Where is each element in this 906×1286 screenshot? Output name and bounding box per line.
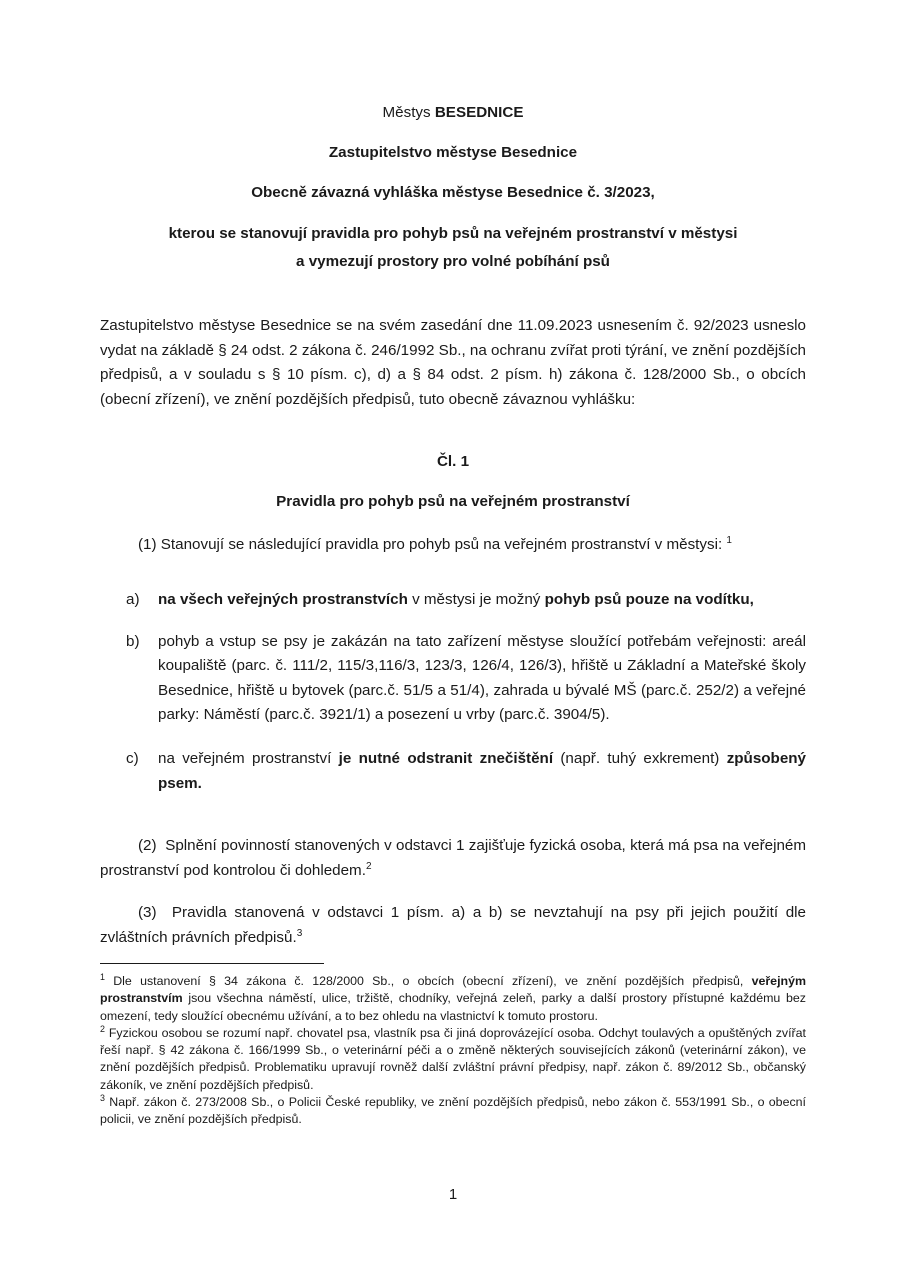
paragraph-1-text: Stanovují se následující pravidla pro pohyb psů na veřejném prostranství v městysi:: [160, 536, 723, 554]
list-item: [100, 588, 806, 613]
footnote-3-ref: 3: [100, 1092, 105, 1103]
title-subject-part1: kterou se stanovují pravidla pro pohyb psů na veřejném prostranství v městysi: [168, 225, 738, 242]
footnote-3: [100, 1094, 806, 1129]
title-subject-part2: a vymezují prostory pro volné pobíhání psů: [296, 253, 610, 270]
list-item-segment: v městysi je možný: [407, 590, 545, 608]
title-municipality-name: BESEDNICE: [434, 104, 524, 121]
footnote-2-ref: 2: [100, 1023, 105, 1034]
article-title-heading: Pravidla pro pohyb psů na veřejném prostranství: [276, 493, 630, 511]
document-title-block: [100, 0, 806, 276]
footnote-1: [100, 973, 806, 1025]
title-municipality-prefix: Městys: [382, 104, 435, 121]
list-item-segment: pohyb a vstup se psy je zakázán na tato zařízení městyse sloužící potřebám veřejnosti: areál koupaliště (parc. č. 111/2, 115/3,116/3, 123/3, 126/4, 126/3), hřiště u Základní a Mateřské školy Besednice, hřiště u bytovek (parc.č. 51/5 a 51/4), zahrada u bývalé MŠ (parc.č. 252/2) a veřejné parky: Náměstí (parc.č. 3921/1) a posezení u vrby (parc.č. 3904/5).: [158, 632, 806, 724]
article-number-heading: Čl. 1: [436, 453, 470, 471]
list-item-segment: (např. tuhý exkrement): [553, 749, 727, 767]
footnote-1-segment: jsou všechna náměstí, ulice, tržiště, chodníky, veřejná zeleň, parky a další prostory přístupné každému bez omezení, tedy sloužící obecnému užívání, a to bez ohledu na vlastnictví k tomuto prostoru.: [100, 991, 806, 1023]
paragraph-1-footnote-ref: 1: [726, 535, 732, 547]
paragraph-2-marker: (2): [138, 837, 157, 855]
title-line-council: Zastupitelstvo městyse Besednice: [328, 144, 578, 161]
page-content: [100, 0, 806, 951]
list-item-segment: na veřejném prostranství: [158, 749, 339, 767]
footnote-2-segment: Fyzickou osobou se rozumí např. chovatel psa, vlastník psa či jiná doprovázející osoba. Odchyt toulavých a opuštěných zvířat řeší např. § 42 zákona č. 166/1999 Sb., o veterinární péči a o změně některých souvisejících zákonů (veterinární zákon), ve znění pozdějších předpisů. Problematiku upravují rovněž další zvláštní právní předpisy, např. zákon č. 89/2012 Sb., občanský zákoník, ve znění pozdějších předpisů.: [100, 1025, 806, 1092]
footnote-1-segment: veřejným prostranstvím: [100, 974, 806, 1006]
rules-letter-list: [100, 588, 806, 796]
footnotes-block: [100, 963, 806, 1129]
footnote-2: [100, 1025, 806, 1094]
list-item-marker: c): [126, 749, 139, 767]
list-item: [100, 747, 806, 796]
paragraph-2: [100, 834, 806, 883]
paragraph-3-marker: (3): [138, 904, 157, 922]
page-number: 1: [448, 1186, 458, 1203]
footnote-1-ref: 1: [100, 971, 105, 982]
paragraph-1: [100, 533, 806, 558]
footnote-3-segment: Např. zákon č. 273/2008 Sb., o Policii České republiky, ve znění pozdějších předpisů, nebo zákon č. 553/1991 Sb., o obecní policii, ve znění pozdějších předpisů.: [100, 1095, 806, 1127]
list-item-segment: je nutné odstranit znečištění: [338, 749, 554, 767]
list-item-text: [158, 630, 806, 728]
list-item-marker: a): [126, 590, 140, 608]
title-line-subject: [100, 220, 806, 276]
list-item-segment: pohyb psů pouze na vodítku,: [544, 590, 754, 608]
paragraph-3-footnote-ref: 3: [296, 927, 303, 939]
paragraph-2-text: Splnění povinností stanovených v odstavci 1 zajišťuje fyzická osoba, která má psa na veřejném prostranství pod kontrolou či dohledem.: [100, 837, 806, 879]
list-item: [100, 630, 806, 728]
list-item-marker: b): [126, 632, 140, 650]
list-item-text: [158, 747, 806, 796]
footnote-separator-rule: [100, 963, 324, 964]
list-item-segment: na všech veřejných prostranstvích: [158, 590, 408, 608]
paragraph-3-text: Pravidla stanovená v odstavci 1 písm. a) a b) se nevztahují na psy při jejich použití dle zvláštních právních předpisů.: [100, 904, 806, 946]
paragraph-1-marker: (1): [138, 536, 157, 554]
paragraph-2-footnote-ref: 2: [365, 860, 372, 872]
footnote-1-segment: Dle ustanovení § 34 zákona č. 128/2000 Sb., o obcích (obecní zřízení), ve znění pozdějších předpisů,: [104, 974, 752, 988]
title-line-municipality: [100, 97, 806, 128]
title-line-decree: Obecně závazná vyhláška městyse Besednice č. 3/2023,: [251, 184, 655, 201]
preamble-paragraph: Zastupitelstvo městyse Besednice se na svém zasedání dne 11.09.2023 usnesením č. 92/2023 usneslo vydat na základě § 24 odst. 2 zákona č. 246/1992 Sb., na ochranu zvířat proti týrání, ve znění pozdějších předpisů, a v souladu s § 10 písm. c), d) a § 84 odst. 2 písm. h) zákona č. 128/2000 Sb., o obcích (obecní zřízení), ve znění pozdějších předpisů, tuto obecně závaznou vyhlášku:: [100, 317, 806, 408]
list-item-text: [158, 588, 806, 613]
list-item-segment: způsobený psem.: [158, 749, 807, 792]
paragraph-3: [100, 901, 806, 950]
